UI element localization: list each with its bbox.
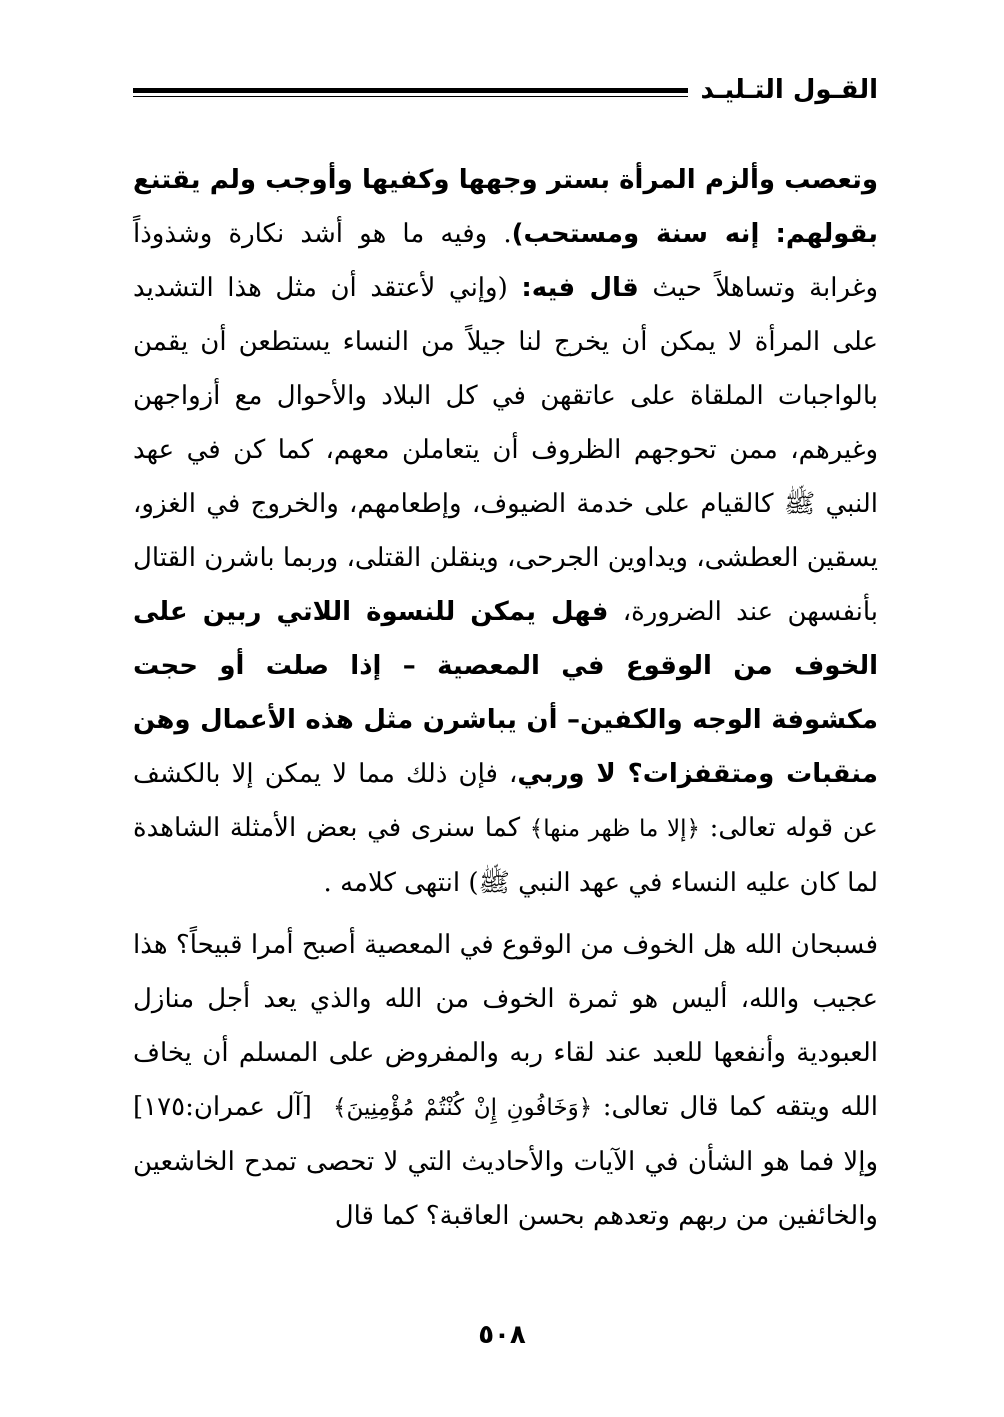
header-rule-thick xyxy=(133,88,688,93)
bold-text: قال فيه: xyxy=(521,273,639,303)
paragraph-2 xyxy=(133,918,878,1243)
quran-verse: ﴿وَخَافُونِ إِنْ كُنْتُمْ مُؤْمِنِينَ﴾ xyxy=(332,1095,593,1121)
page-number: ٥٠٨ xyxy=(478,1320,526,1350)
paragraph-1 xyxy=(133,153,878,910)
body-span: (وإني لأعتقد أن مثل هذا التشديد على المرأة لا يمكن أن يخرج لنا جيلاً من النساء يستطعن أن يقمن بالواجبات الملقاة على عاتقهن في كل البلاد والأحوال مع أزواجهن وغيرهم، ممن تحوجهم الظروف أن يتعاملن معهم، كما كن في عهد النبي ﷺ كالقيام على خدمة الضيوف، وإطعامهم، والخروج في الغزو، يسقين العطشى، ويداوين الجرحى، وينقلن القتلى، وربما باشرن القتال بأنفسهن عند الضرورة، xyxy=(133,273,878,627)
body-span: ، فإن ذلك مما لا يمكن إلا بالكشف عن قوله تعالى: xyxy=(133,759,879,843)
bold-text: فهل يمكن للنسوة اللاتي ربين على الخوف من الوقوع في المعصية – إذا صلت أو حجت مكشوفة الوجه والكفين– أن يباشرن مثل هذه الأعمال وهن منقبات ومتقفزات؟ لا وربي xyxy=(133,597,879,789)
bold-text: إنه سنة ومستحب) xyxy=(511,219,760,249)
header-rule-thin xyxy=(133,96,688,97)
body-span: كما سنرى في بعض الأمثلة الشاهدة لما كان عليه النساء في عهد النبي ﷺ) انتهى كلامه . xyxy=(133,813,878,898)
bold-text: وتعصب وألزم المرأة بستر وجهها وكفيها وأوجب ولم يقتنع بقولهم: xyxy=(133,165,879,249)
body-span: فسبحان الله هل الخوف من الوقوع في المعصية أصبح أمرا قبيحاً؟ هذا عجيب والله، أليس هو ثمرة الخوف من الله والذي يعد أجل منازل العبودية وأنفعها للعبد عند لقاء ربه والمفروض على المسلم أن يخاف الله ويتقه كما قال تعالى: xyxy=(133,930,879,1122)
page-header xyxy=(133,70,878,110)
body-span: وإلا فما هو الشأن في الآيات والأحاديث التي لا تحصى تمدح الخاشعين والخائفين من ربهم وتعدهم بحسن العاقبة؟ كما قال xyxy=(133,1147,878,1231)
body-text xyxy=(133,153,878,1243)
book-title: القـول التـليـد xyxy=(700,75,878,105)
quran-verse: ﴿إلا ما ظهر منها﴾ xyxy=(529,816,701,842)
verse-citation: [آل عمران:١٧٥] xyxy=(133,1092,312,1122)
body-span: . وفيه ما هو أشد نكارة وشذوذاً وغرابة وتساهلاً حيث xyxy=(133,219,879,303)
